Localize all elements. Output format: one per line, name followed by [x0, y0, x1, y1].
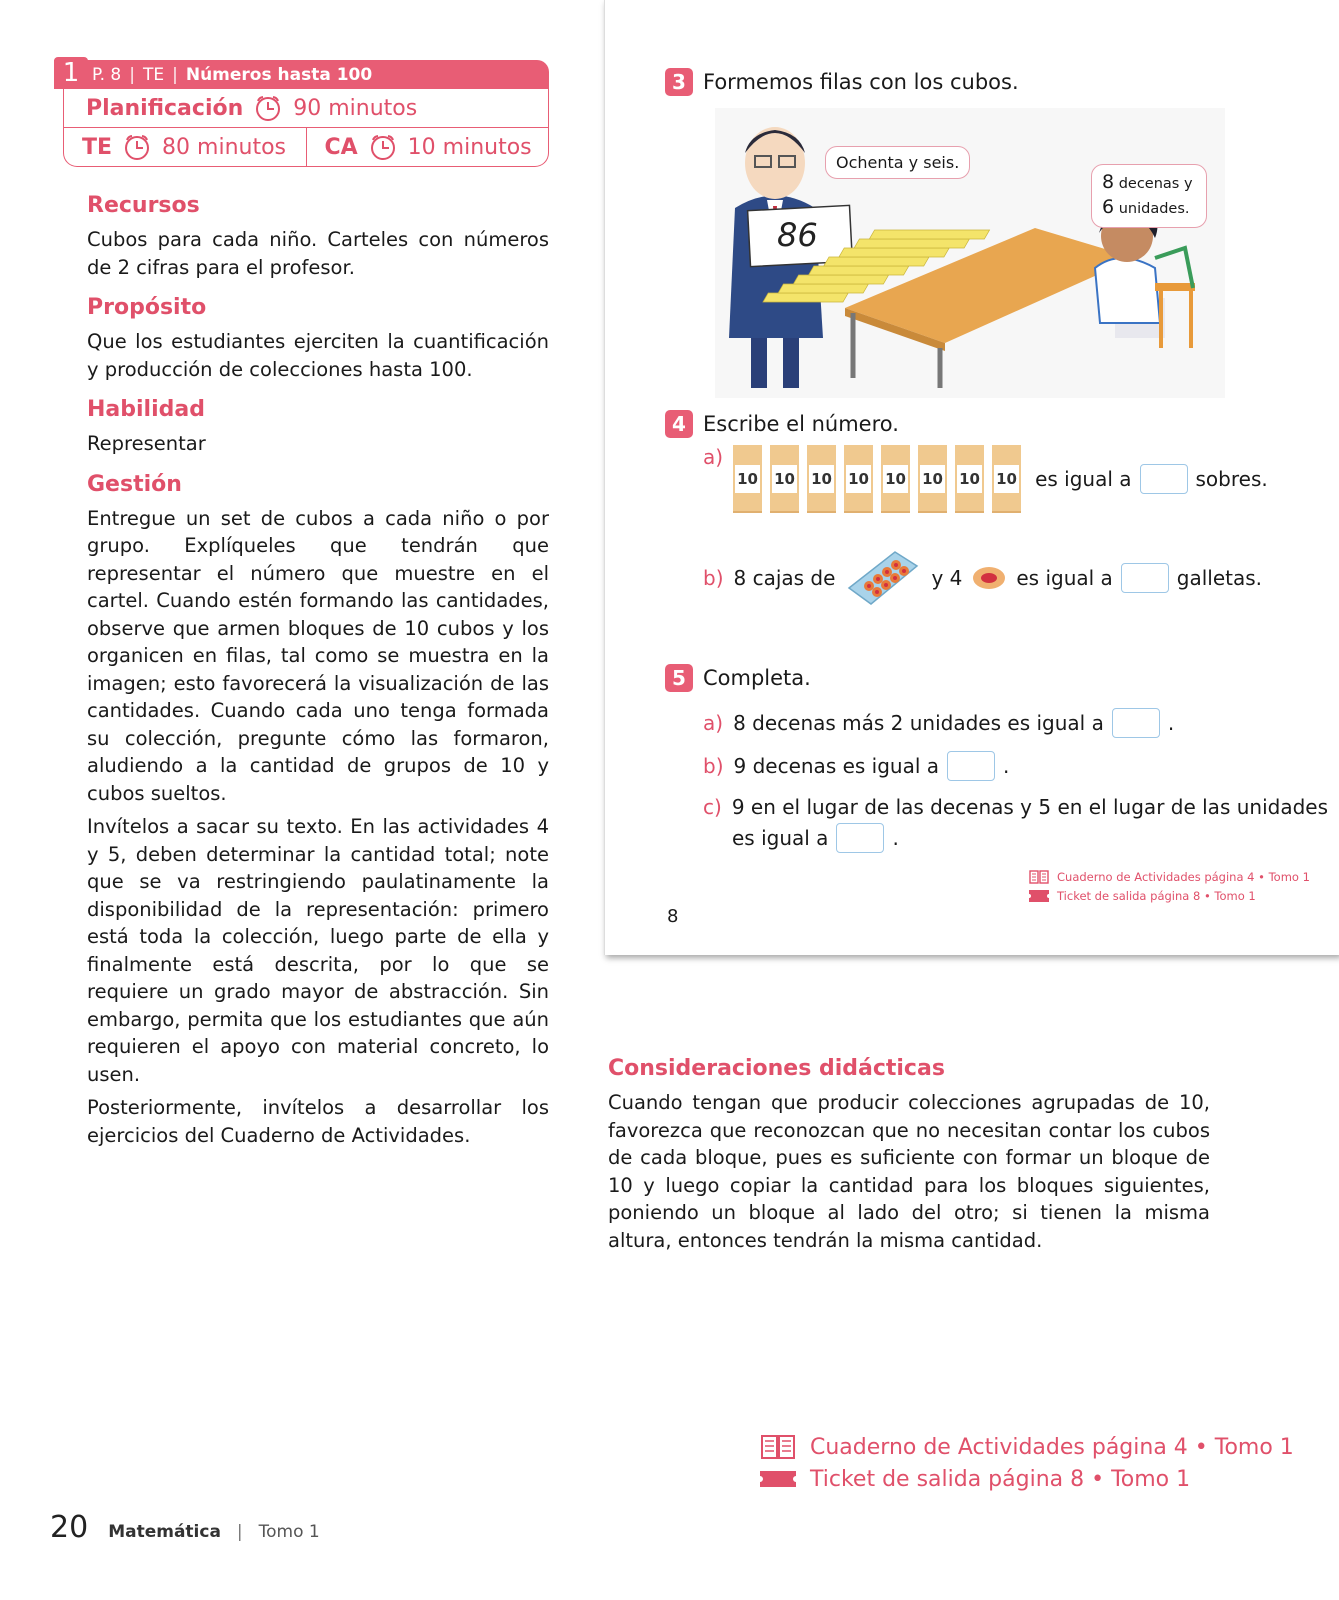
section-title: Habilidad	[87, 397, 205, 422]
item-text: 8 cajas de	[733, 566, 836, 590]
lesson-title-bar: 1 P. 8 | TE | Números hasta 100	[54, 60, 549, 89]
envelope-icon	[918, 445, 947, 513]
reference-text: Cuaderno de Actividades página 4 • Tomo 1	[810, 1434, 1294, 1460]
answer-box[interactable]	[1140, 464, 1188, 494]
task-5a	[703, 708, 1174, 738]
task-5c	[703, 795, 1328, 853]
alarm-clock-icon	[253, 94, 283, 122]
answer-box[interactable]	[836, 823, 884, 853]
reference-text: Ticket de salida página 8 • Tomo 1	[810, 1466, 1191, 1492]
task-5b	[703, 751, 1009, 781]
te-time: 80 minutos	[162, 134, 287, 160]
teacher-and-child-illustration	[715, 108, 1225, 398]
item-text: 9 en el lugar de las decenas y 5 en el lugar de las unidades	[731, 795, 1328, 819]
planning-label: Planificación	[86, 95, 244, 121]
section-habilidad	[87, 397, 549, 458]
page-ref: P. 8	[92, 64, 122, 85]
section-body: Cuando tengan que producir colecciones agrupadas de 10, favorezca que reconozcan que no necesitan contar los cubos de cada bloque, pues es suficiente con formar un bloque de 10 y luego copiar la cantidad para los bloques siguientes, poniendo un bloque al lado del otro; si tienen la misma altura, entonces tendrán la misma cantidad.	[608, 1091, 1210, 1252]
section-proposito	[87, 295, 549, 383]
section-title: Recursos	[87, 193, 200, 218]
section-body: Cubos para cada niño. Carteles con números de 2 cifras para el profesor.	[87, 228, 549, 279]
item-end: .	[1003, 754, 1010, 778]
lesson-topic: Números hasta 100	[185, 64, 373, 85]
item-text: sobres.	[1195, 467, 1268, 491]
item-text: es igual a	[732, 826, 829, 850]
envelope-label: 10	[772, 465, 797, 493]
item-letter: a)	[703, 711, 724, 735]
envelope-label: 10	[957, 465, 982, 493]
footer-separator: |	[236, 1522, 243, 1542]
envelope-label: 10	[920, 465, 945, 493]
te-label: TE	[82, 134, 113, 160]
envelope-label: 10	[994, 465, 1019, 493]
speech-text: unidades.	[1118, 201, 1190, 217]
ca-label: CA	[324, 134, 358, 160]
task-4a	[703, 445, 1268, 513]
section-title: Gestión	[87, 471, 182, 497]
task-4	[665, 410, 899, 438]
cookie-box-icon	[845, 548, 921, 608]
answer-box[interactable]	[1112, 708, 1160, 738]
envelope-icon	[844, 445, 873, 513]
speech-text: decenas y	[1118, 176, 1193, 192]
task-5	[665, 664, 811, 692]
envelope-icon	[770, 445, 799, 513]
item-text: 8 decenas más 2 unidades es igual a	[733, 711, 1104, 735]
ticket-icon	[760, 1469, 796, 1489]
classroom-illustration	[715, 108, 1225, 398]
item-end: .	[892, 826, 899, 850]
workbook-reference	[1029, 870, 1310, 884]
item-letter: a)	[703, 445, 724, 469]
item-letter: b)	[703, 754, 724, 778]
envelope-label: 10	[735, 465, 760, 493]
envelope-icon	[807, 445, 836, 513]
te-tag: TE	[142, 64, 165, 85]
workbook-reference	[760, 1431, 1294, 1463]
number-card-text: 86	[777, 216, 818, 254]
lesson-header	[54, 60, 549, 167]
section-title: Propósito	[87, 295, 207, 320]
speech-digit: 6	[1102, 196, 1115, 218]
task-3	[665, 68, 1019, 96]
teacher-speech-bubble	[825, 146, 970, 179]
volume-label: Tomo 1	[258, 1522, 320, 1542]
section-paragraph: Posteriormente, invítelos a desarrollar los ejercicios del Cuaderno de Actividades.	[87, 1096, 549, 1147]
task-4b	[703, 548, 1262, 608]
envelope-icon	[733, 445, 762, 513]
book-icon	[1029, 870, 1049, 884]
speech-text: Ochenta y seis.	[836, 153, 960, 172]
answer-box[interactable]	[947, 751, 995, 781]
envelope-icon	[992, 445, 1021, 513]
task-text: Formemos filas con los cubos.	[703, 70, 1019, 94]
planning-box	[63, 89, 549, 167]
envelope-row	[733, 445, 1029, 513]
subject-name: Matemática	[108, 1522, 221, 1542]
page-number: 20	[50, 1510, 89, 1545]
lesson-number: 1	[54, 57, 88, 89]
task-number-badge: 5	[665, 664, 693, 692]
envelope-icon	[881, 445, 910, 513]
student-page-references	[1029, 870, 1310, 908]
speech-digit: 8	[1102, 171, 1115, 193]
cookie-icon	[972, 565, 1006, 591]
reference-text: Ticket de salida página 8 • Tomo 1	[1057, 889, 1256, 903]
envelope-label: 10	[846, 465, 871, 493]
student-page-number: 8	[667, 906, 679, 927]
envelope-icon	[955, 445, 984, 513]
item-text: y 4	[931, 566, 963, 590]
planning-time: 90 minutos	[293, 95, 418, 121]
alarm-clock-icon	[368, 133, 398, 161]
section-title: Consideraciones didácticas	[608, 1056, 945, 1081]
task-number-badge: 3	[665, 68, 693, 96]
ticket-icon	[1029, 890, 1049, 902]
item-text: 9 decenas es igual a	[733, 754, 940, 778]
item-letter: c)	[703, 795, 722, 819]
didactic-considerations	[608, 1056, 1210, 1254]
ticket-reference	[1029, 889, 1310, 903]
item-text: galletas.	[1176, 566, 1263, 590]
item-letter: b)	[703, 566, 724, 590]
alarm-clock-icon	[122, 133, 152, 161]
activity-references	[760, 1431, 1294, 1495]
task-number-badge: 4	[665, 410, 693, 438]
section-paragraph: Invítelos a sacar su texto. En las actividades 4 y 5, deben determinar la cantidad total; note que se va restringiendo paulatinamente la disponibilidad de la representación: primero está toda la colección, luego parte de ella y finalmente está descrita, por lo que se requiere un grado mayor de abstracción. Sin embargo, permita que los estudiantes que aún requieren el apoyo con material concreto, lo usen.	[87, 815, 549, 1086]
section-paragraph: Entregue un set de cubos a cada niño o por grupo. Explíqueles que tendrán que representar el número que muestre en el cartel. Cuando estén formando las cantidades, observe que armen bloques de 10 cubos y los organicen en filas, tal como se muestra en la imagen; esto favorecerá la visualización de las cantidades. Cuando cada uno tenga formada su colección, pregunte cómo las formaron, aludiendo a la cantidad de grupos de 10 y cubos sueltos.	[87, 506, 549, 805]
envelope-label: 10	[883, 465, 908, 493]
envelope-label: 10	[809, 465, 834, 493]
item-end: .	[1167, 711, 1175, 735]
student-page-thumbnail	[604, 0, 1339, 955]
section-body: Que los estudiantes ejerciten la cuantificación y producción de colecciones hasta 100.	[87, 330, 549, 381]
task-text: Escribe el número.	[703, 412, 899, 436]
book-icon	[760, 1434, 796, 1460]
left-column	[87, 193, 549, 1163]
reference-text: Cuaderno de Actividades página 4 • Tomo 1	[1057, 870, 1310, 884]
section-gestion	[87, 472, 549, 1150]
ca-time: 10 minutos	[407, 134, 532, 160]
task-text: Completa.	[703, 666, 811, 690]
page-footer	[50, 1510, 320, 1545]
answer-box[interactable]	[1121, 563, 1169, 593]
item-text: es igual a	[1016, 566, 1113, 590]
section-recursos	[87, 193, 549, 281]
child-speech-bubble	[1091, 164, 1207, 228]
section-body: Representar	[87, 432, 206, 455]
item-text: es igual a	[1035, 467, 1132, 491]
ticket-reference	[760, 1463, 1294, 1495]
